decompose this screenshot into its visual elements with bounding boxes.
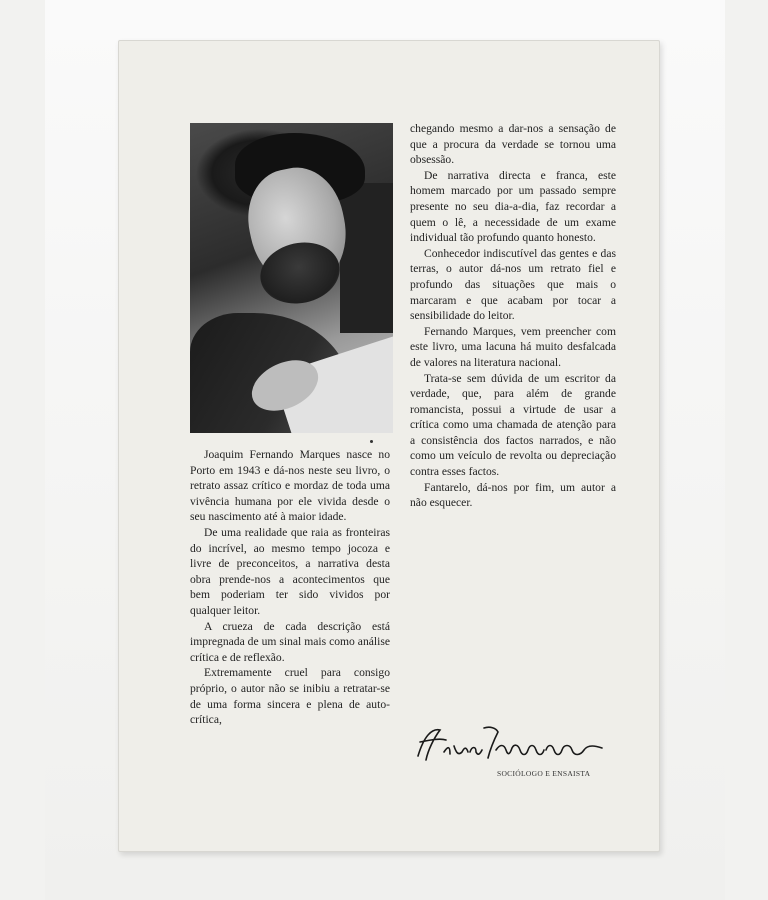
handwritten-signature bbox=[410, 716, 610, 768]
right-paragraph: Fernando Marques, vem preencher com este livro, uma lacuna há muito desfalcada de valores na literatura nacional. bbox=[410, 324, 616, 369]
photo-background bbox=[340, 183, 393, 333]
left-paragraph: A crueza de cada descrição está impregnada de um sinal mais como análise crítica e de reflexão. bbox=[190, 619, 390, 664]
right-paragraph: Trata-se sem dúvida de um escritor da verdade, que, para além de grande romancista, possui a virtude de usar a crítica como uma chamada de atenção para a consistência dos factos narrados, e não como um veículo de revolta ou depreciação contra esses factos. bbox=[410, 371, 616, 479]
signature-role: SOCIÓLOGO E ENSAISTA bbox=[497, 769, 591, 778]
right-paragraph: Fantarelo, dá-nos por fim, um autor a não esquecer. bbox=[410, 480, 616, 510]
decorative-dot bbox=[370, 440, 373, 443]
right-paragraph: chegando mesmo a dar-nos a sensação de que a procura da verdade se tornou uma obsessão. bbox=[410, 122, 616, 167]
left-paragraph: Joaquim Fernando Marques nasce no Porto em 1943 e dá-nos neste seu livro, o retrato assaz crítico e mordaz de toda uma vivência humana por ele vivida desde o seu nascimento até à maior idade. bbox=[190, 448, 390, 524]
left-paragraph: De uma realidade que raia as fronteiras do incrível, ao mesmo tempo jocoza e livre de preconceitos, a narrativa desta obra prende-nos a acontecimentos que bem poderiam ter sido vividos por qualquer leitor. bbox=[190, 525, 390, 617]
left-paragraph: Extremamente cruel para consigo próprio, o autor não se inibiu a retratar-se de uma forma sincera e plena de auto-crítica, bbox=[190, 666, 390, 727]
right-paragraph: De narrativa directa e franca, este homem marcado por um passado sempre presente no seu dia-a-dia, faz recordar a quem o lê, a necessidade de um exame individual tão profundo quanto honesto. bbox=[410, 168, 616, 245]
left-text-column bbox=[190, 447, 390, 728]
author-photo bbox=[190, 123, 393, 433]
right-paragraph: Conhecedor indiscutível das gentes e das terras, o autor dá-nos um retrato fiel e profundo das situações que mais o marcaram e que acabam por tocar a sensibilidade do leitor. bbox=[410, 246, 616, 323]
right-text-column bbox=[410, 121, 616, 511]
